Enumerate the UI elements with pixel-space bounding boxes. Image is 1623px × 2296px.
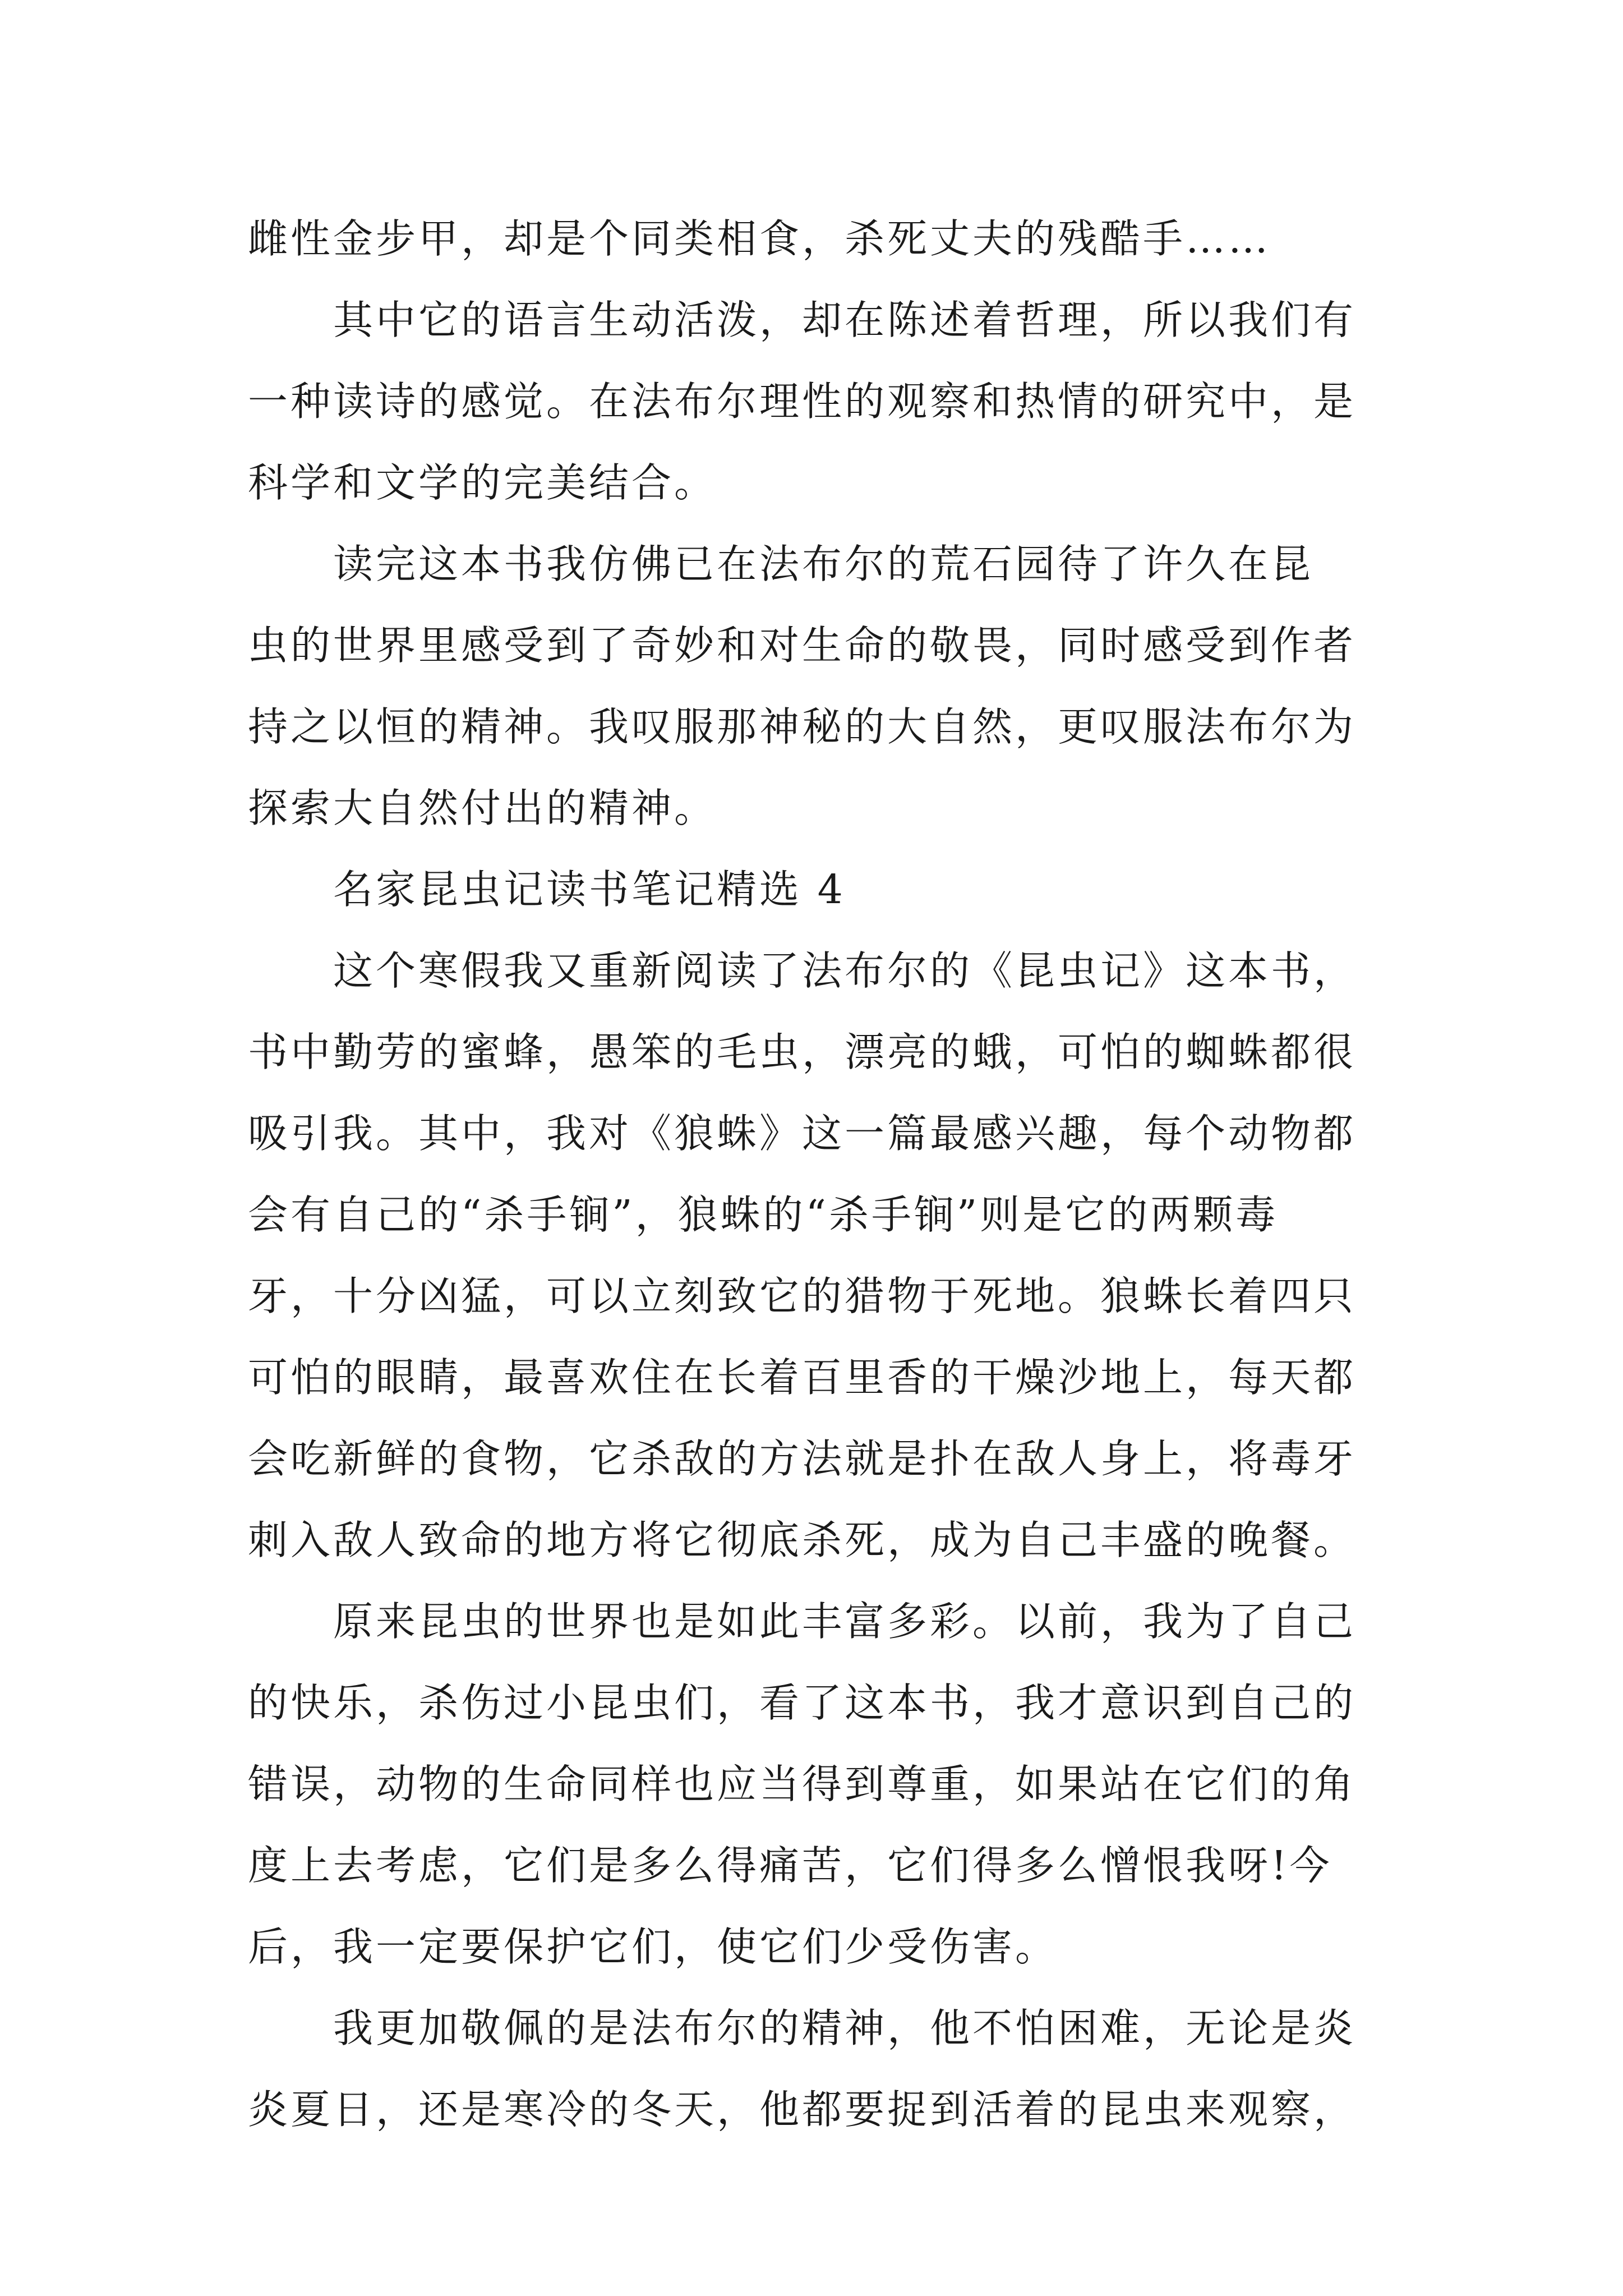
text-line: 持之以恒的精神。我叹服那神秘的大自然，更叹服法布尔为 — [248, 703, 1357, 750]
text-line: 炎夏日，还是寒冷的冬天，他都要捉到活着的昆虫来观察， — [248, 2086, 1357, 2133]
text-line: 牙，十分凶猛，可以立刻致它的猎物于死地。狼蛛长着四只 — [248, 1273, 1357, 1319]
text-line: 探索大自然付出的精神。 — [248, 785, 717, 831]
text-line: 刺入敌人致命的地方将它彻底杀死，成为自己丰盛的晚餐。 — [248, 1517, 1357, 1563]
text-line: 一种读诗的感觉。在法布尔理性的观察和热情的研究中，是 — [248, 378, 1357, 425]
text-line: 会吃新鲜的食物，它杀敌的方法就是扑在敌人身上，将毒牙 — [248, 1435, 1357, 1482]
text-line: 吸引我。其中，我对《狼蛛》这一篇最感兴趣，每个动物都 — [248, 1110, 1357, 1157]
text-line: 雌性金步甲，却是个同类相食，杀死丈夫的残酷手…… — [248, 215, 1271, 262]
text-line: 原来昆虫的世界也是如此丰富多彩。以前，我为了自己 — [333, 1598, 1357, 1645]
text-line: 的快乐，杀伤过小昆虫们，看了这本书，我才意识到自己的 — [248, 1680, 1357, 1726]
text-line: 错误，动物的生命同样也应当得到尊重，如果站在它们的角 — [248, 1761, 1357, 1807]
text-line: 后，我一定要保护它们，使它们少受伤害。 — [248, 1924, 1058, 1970]
document-body — [248, 198, 1403, 2150]
text-line: 其中它的语言生动活泼，却在陈述着哲理，所以我们有 — [333, 297, 1357, 343]
text-line: 科学和文学的完美结合。 — [248, 459, 717, 506]
text-line: 书中勤劳的蜜蜂，愚笨的毛虫，漂亮的蛾，可怕的蜘蛛都很 — [248, 1029, 1357, 1075]
text-line: 虫的世界里感受到了奇妙和对生命的敬畏，同时感受到作者 — [248, 622, 1357, 669]
text-line: 我更加敬佩的是法布尔的精神，他不怕困难，无论是炎 — [333, 2005, 1357, 2051]
section-heading: 名家昆虫记读书笔记精选 4 — [333, 866, 846, 913]
text-line: 这个寒假我又重新阅读了法布尔的《昆虫记》这本书， — [333, 947, 1357, 994]
text-line: 可怕的眼睛，最喜欢住在长着百里香的干燥沙地上，每天都 — [248, 1354, 1357, 1401]
text-line: 度上去考虑，它们是多么得痛苦，它们得多么憎恨我呀!今 — [248, 1842, 1332, 1889]
text-line: 读完这本书我仿佛已在法布尔的荒石园待了许久在昆 — [333, 541, 1314, 587]
text-line: 会有自己的“杀手锏”，狼蛛的“杀手锏”则是它的两颗毒 — [248, 1191, 1279, 1238]
